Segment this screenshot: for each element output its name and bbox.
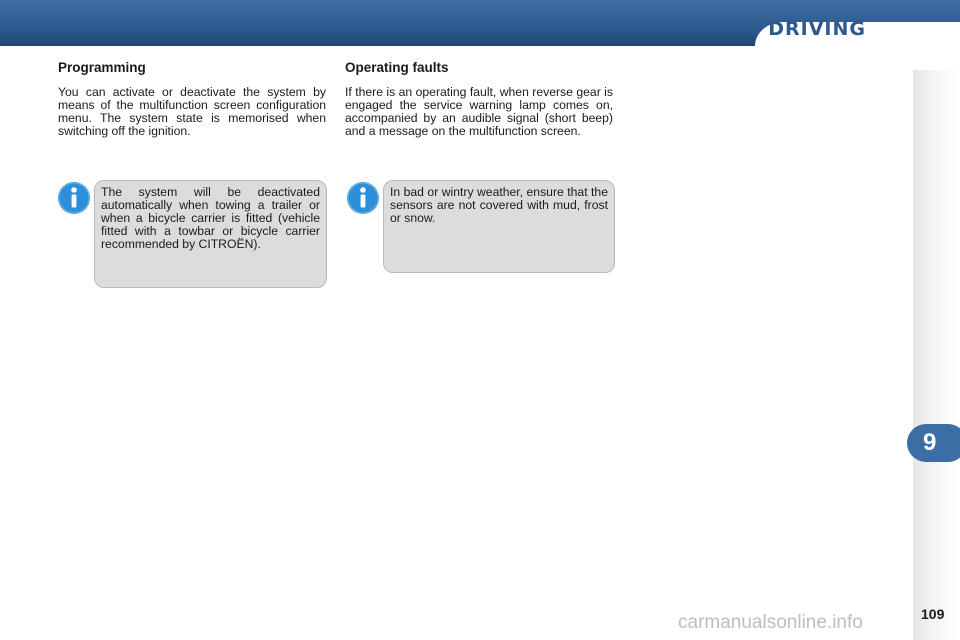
info-icon: [346, 181, 380, 215]
page-number: 109: [921, 606, 945, 622]
programming-text: You can activate or deactivate the system by means of the multifunction screen configuration menu. The system state is memorised when switching off the ignition.: [58, 85, 326, 138]
programming-title: Programming: [58, 60, 146, 75]
page-title: DRIVING: [768, 18, 866, 40]
operating-faults-title: Operating faults: [345, 60, 449, 75]
side-strip: [913, 70, 960, 640]
info-icon: [57, 181, 91, 215]
programming-section: [58, 60, 326, 138]
chapter-tab[interactable]: 9: [907, 424, 960, 462]
info-box-programming: The system will be deactivated automatically when towing a trailer or when a bicycle carrier is fitted (vehicle fitted with a towbar or bicycle carrier recommended by CITROËN).: [94, 180, 327, 288]
operating-faults-text: If there is an operating fault, when reverse gear is engaged the service warning lamp comes on, accompanied by an audible signal (short beep) and a message on the multifunction screen.: [345, 85, 613, 138]
info-box-operating-faults: In bad or wintry weather, ensure that the sensors are not covered with mud, frost or snow.: [383, 180, 615, 273]
operating-faults-section: [345, 60, 613, 138]
watermark: carmanualsonline.info: [678, 612, 863, 633]
